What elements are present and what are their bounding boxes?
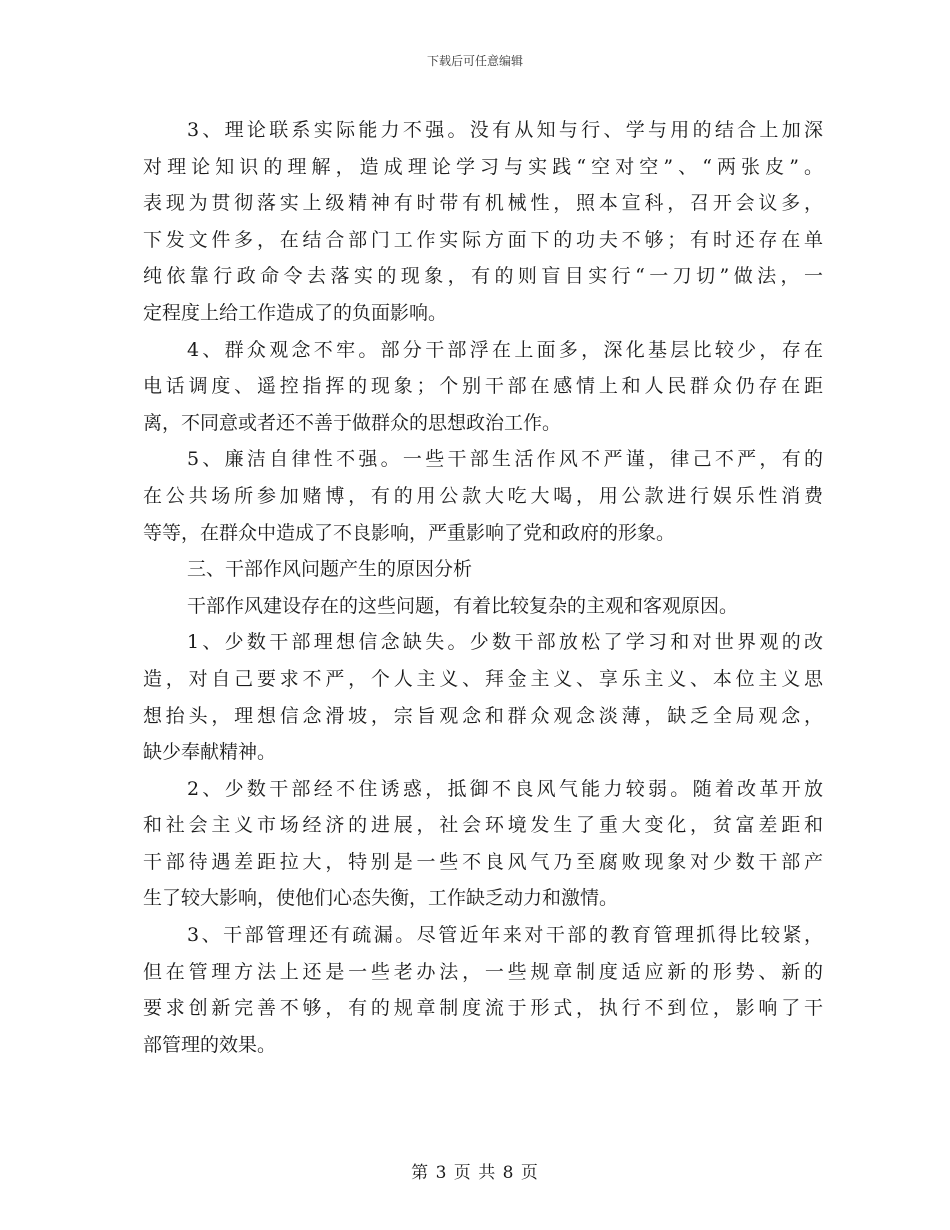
cause-1-line-4: 缺少奉献精神。: [143, 741, 277, 764]
paragraph-3-line-5: 纯依靠行政命令去落实的现象，有的则盲目实行“一刀切”做法，一: [143, 265, 823, 288]
cause-2-line-2: 和社会主义市场经济的进展，社会环境发生了重大变化，贫富差距和: [143, 814, 823, 837]
cause-3-line-4: 部管理的效果。: [143, 1033, 277, 1056]
page-header: 下载后可任意编辑: [426, 54, 523, 68]
paragraph-3-line-4: 下发文件多，在结合部门工作实际方面下的功夫不够；有时还存在单: [143, 228, 823, 251]
cause-3-line-3: 要求创新完善不够，有的规章制度流于形式，执行不到位，影响了干: [143, 997, 823, 1020]
document-body: [143, 112, 823, 1063]
paragraph-4-line-3: 离，不同意或者还不善于做群众的思想政治工作。: [143, 411, 562, 434]
cause-1-line-1: 1、少数干部理想信念缺失。少数干部放松了学习和对世界观的改: [187, 631, 823, 654]
page-footer: 第 3 页 共 8 页: [411, 1163, 539, 1183]
cause-2-line-4: 生了较大影响，使他们心态失衡，工作缺乏动力和激情。: [143, 887, 619, 910]
paragraph-5-line-1: 5、廉洁自律性不强。一些干部生活作风不严谨，律己不严，有的: [187, 448, 823, 471]
paragraph-4-line-2: 电话调度、遥控指挥的现象；个别干部在感情上和人民群众仍存在距: [143, 375, 823, 398]
paragraph-3-line-2: 对理论知识的理解，造成理论学习与实践“空对空”、“两张皮”。: [143, 155, 823, 178]
paragraph-3-line-1: 3、理论联系实际能力不强。没有从知与行、学与用的结合上加深: [187, 119, 823, 141]
cause-2-line-3: 干部待遇差距拉大，特别是一些不良风气乃至腐败现象对少数干部产: [143, 850, 823, 873]
paragraph-5-line-3: 等等，在群众中造成了不良影响，严重影响了党和政府的形象。: [143, 521, 676, 544]
paragraph-3-line-6: 定程度上给工作造成了的负面影响。: [143, 301, 448, 324]
paragraph-3-line-3: 表现为贯彻落实上级精神有时带有机械性，照本宣科，召开会议多，: [143, 192, 823, 215]
cause-2-line-1: 2、少数干部经不住诱惑，抵御不良风气能力较弱。随着改革开放: [187, 777, 823, 800]
cause-1-line-3: 想抬头，理想信念滑坡，宗旨观念和群众观念淡薄，缺乏全局观念，: [143, 704, 823, 727]
paragraph-4-line-1: 4、群众观念不牢。部分干部浮在上面多，深化基层比较少，存在: [187, 338, 823, 361]
cause-1-line-2: 造，对自己要求不严，个人主义、拜金主义、享乐主义、本位主义思: [143, 667, 823, 690]
cause-3-line-1: 3、干部管理还有疏漏。尽管近年来对干部的教育管理抓得比较紧，: [187, 924, 823, 947]
cause-3-line-2: 但在管理方法上还是一些老办法，一些规章制度适应新的形势、新的: [143, 960, 823, 983]
section-intro: 干部作风建设存在的这些问题，有着比较复杂的主观和客观原因。: [187, 594, 739, 617]
section-heading: 三、干部作风问题产生的原因分析: [187, 558, 473, 581]
paragraph-5-line-2: 在公共场所参加赌博，有的用公款大吃大喝，用公款进行娱乐性消费: [143, 484, 823, 507]
